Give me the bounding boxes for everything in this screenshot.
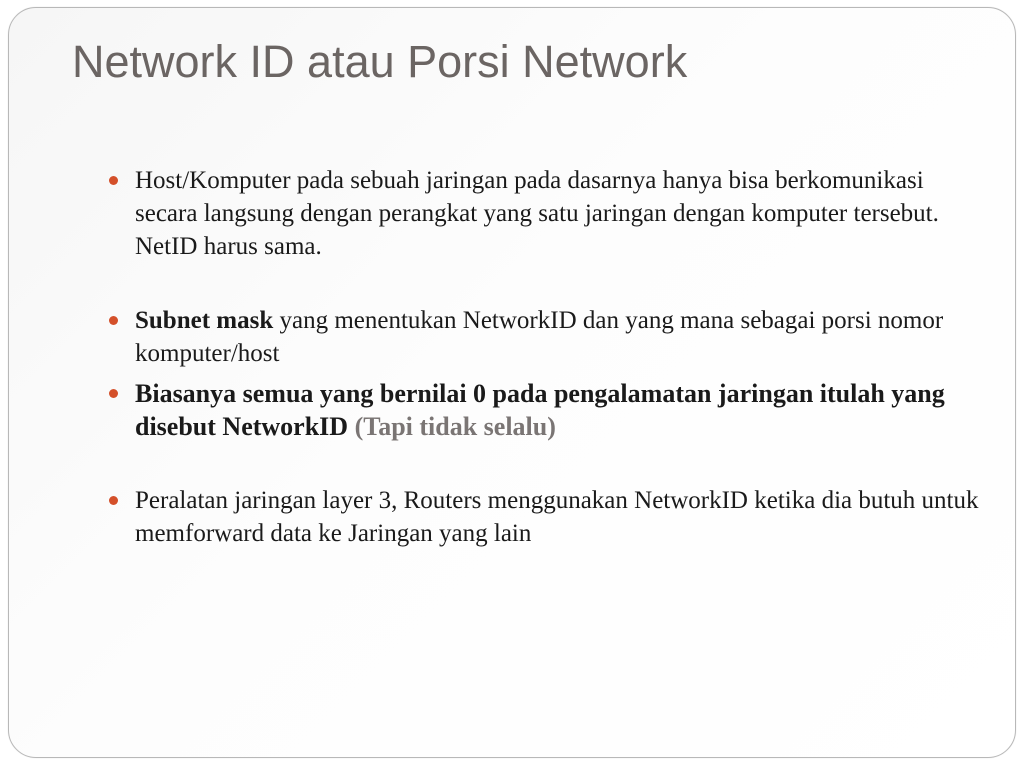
bullet-text: Peralatan jaringan layer 3, Routers menggunakan NetworkID ketika dia butuh untuk memforward data ke Jaringan yang lain [135,487,979,547]
bullet-text: yang menentukan NetworkID dan yang mana sebagai porsi nomor komputer/host [135,307,944,367]
bullet-list [108,164,988,550]
bullet-dot-icon [109,176,118,185]
slide-frame [8,7,1016,758]
bullet-bold-text: Biasanya semua yang bernilai 0 pada pengalamatan jaringan itulah yang disebut NetworkID [135,379,945,441]
bullet-dot-icon [109,496,118,505]
bullet-text: Host/Komputer pada sebuah jaringan pada dasarnya hanya bisa berkomunikasi secara langsung dengan perangkat yang satu jaringan dengan komputer tersebut. NetID harus sama. [135,167,939,260]
bullet-dot-icon [109,316,118,325]
bullet-dot-icon [109,389,118,398]
bullet-bold-lead: Subnet mask [135,307,274,334]
bullet-item-subnet-mask [108,304,988,370]
bullet-note-text: (Tapi tidak selalu) [354,412,556,441]
bullet-item-network-id-zero [108,377,988,443]
bullet-item-host-communication [108,164,988,263]
bullet-item-routers [108,484,988,550]
slide-title: Network ID atau Porsi Network [72,36,688,87]
